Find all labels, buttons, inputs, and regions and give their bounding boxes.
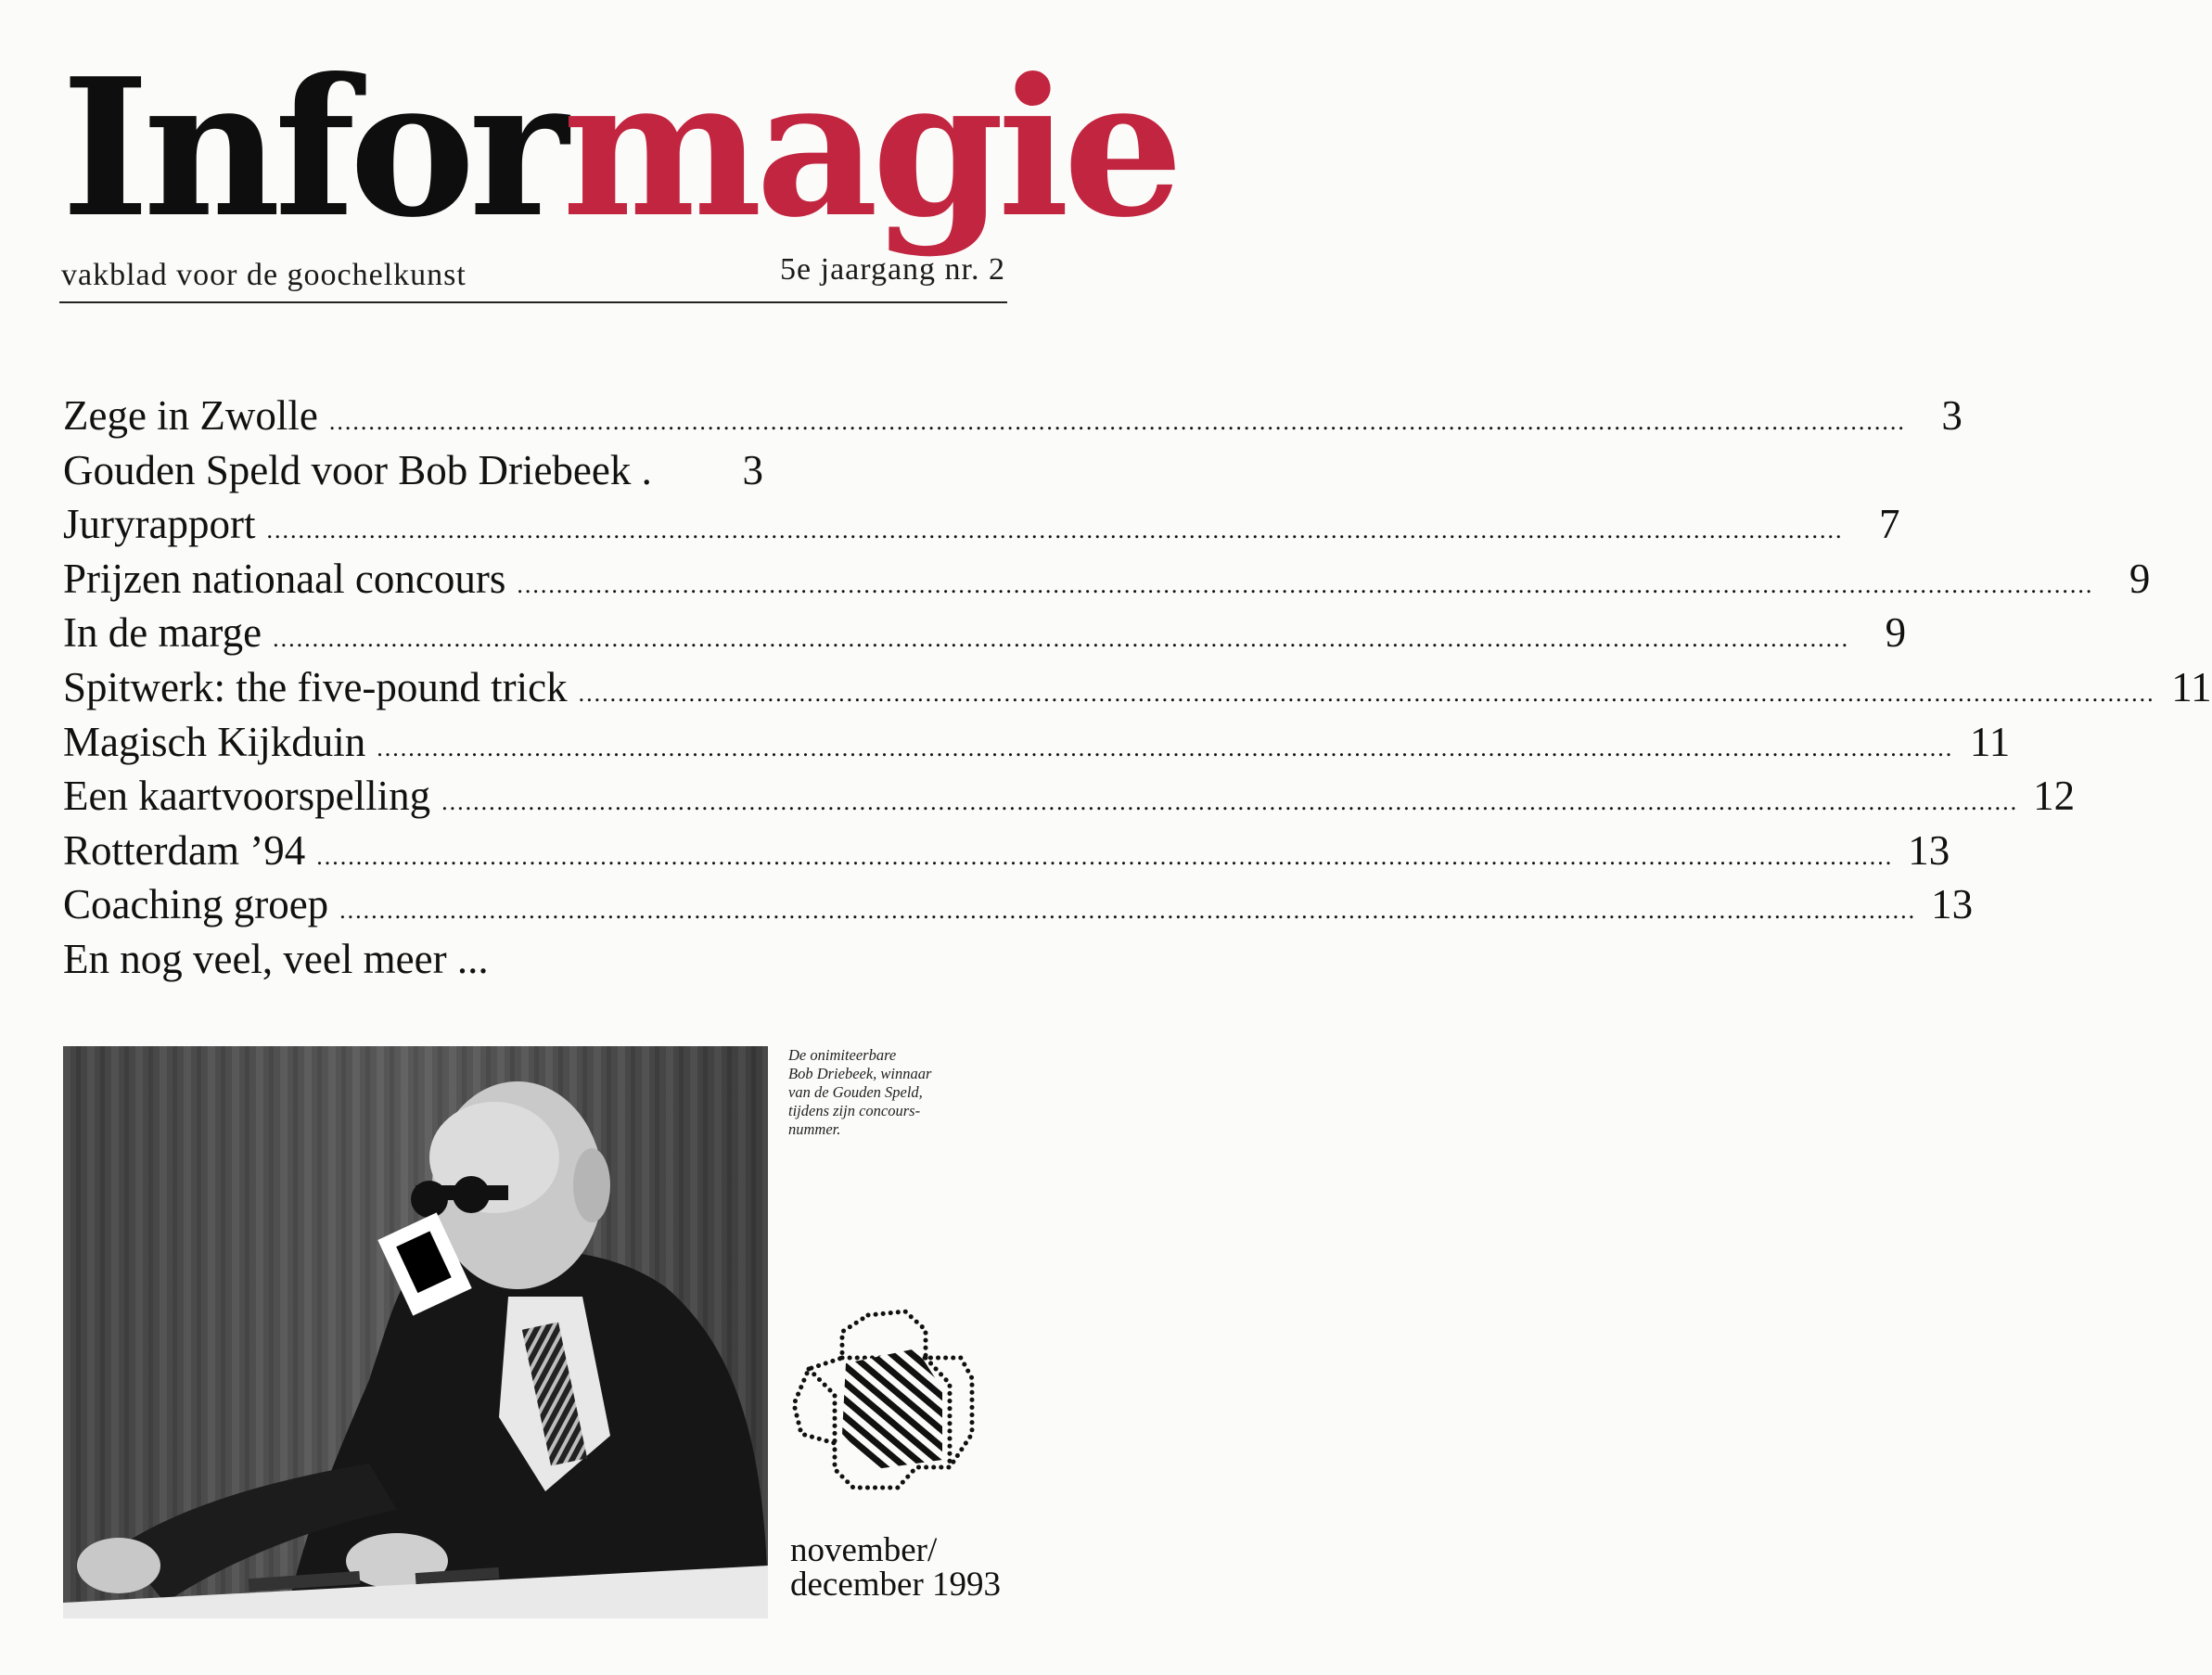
- toc-leader-dots: ........................................................................................................................................................................................................: [377, 734, 1954, 761]
- dotted-logo-icon: [786, 1304, 981, 1499]
- toc-item-title: Zege in Zwolle: [63, 392, 318, 439]
- toc-item: [63, 935, 763, 990]
- issue-number: 5e jaargang nr. 2: [780, 252, 1005, 287]
- table-of-contents: [63, 391, 2212, 990]
- toc-item-page: 11: [2171, 663, 2212, 710]
- toc-item-page: 9: [1885, 609, 1907, 657]
- photo-caption: [788, 1046, 978, 1139]
- toc-leader-dots: ........................................................................................................................................................................................................: [328, 408, 1906, 435]
- toc-item: [63, 772, 2076, 826]
- cover-photo: [63, 1046, 768, 1618]
- masthead-title-red: magie: [562, 37, 1178, 260]
- toc-item: [63, 391, 1963, 446]
- toc-item-page: 11: [1969, 718, 2011, 765]
- masthead-title: [61, 37, 1178, 260]
- toc-item: [63, 500, 1900, 555]
- toc-item: [63, 718, 2011, 773]
- issue-date-line1: november/: [790, 1531, 938, 1569]
- toc-item: [63, 880, 1974, 935]
- toc-item-page: 9: [2129, 555, 2151, 602]
- toc-item-title: En nog veel, veel meer ...: [63, 935, 489, 982]
- toc-item-page: 12: [2033, 773, 2076, 820]
- toc-item-title: Rotterdam ’94: [63, 826, 306, 874]
- issue-date: [790, 1533, 1001, 1602]
- toc-item: [63, 826, 1950, 881]
- magazine-logo: [786, 1304, 981, 1499]
- toc-leader-dots: ........................................................................................................................................................................................................: [273, 625, 1850, 653]
- toc-item: [63, 555, 2151, 609]
- toc-leader-dots: ........................................................................................................................................................................................................: [266, 517, 1844, 544]
- caption-line: nummer.: [788, 1120, 841, 1138]
- toc-item-page: 13: [1908, 826, 1950, 874]
- toc-leader-dots: ........................................................................................................................................................................................................: [517, 570, 2094, 598]
- toc-item-title: Een kaartvoorspelling: [63, 773, 431, 820]
- toc-item-title: In de marge: [63, 609, 262, 657]
- tagline: vakblad voor de goochelkunst: [61, 258, 467, 292]
- toc-leader-dots: ........................................................................................................................................................................................................: [441, 788, 2019, 816]
- toc-item-title: Magisch Kijkduin: [63, 718, 366, 765]
- toc-item-title: Gouden Speld voor Bob Driebeek .: [63, 446, 652, 493]
- toc-leader-dots: ........................................................................................................................................................................................................: [578, 679, 2155, 707]
- toc-item-page: 3: [1941, 392, 1963, 439]
- caption-line: Bob Driebeek, winnaar: [788, 1065, 932, 1082]
- caption-line: De onimiteerbare: [788, 1046, 897, 1064]
- toc-item-page: 3: [742, 446, 763, 493]
- performer-photo-illustration: [63, 1046, 768, 1618]
- toc-item-title: Juryrapport: [63, 501, 256, 548]
- toc-item-title: Prijzen nationaal concours: [63, 555, 506, 602]
- toc-leader-dots: ........................................................................................................................................................................................................: [339, 897, 1917, 925]
- toc-item-page: 7: [1878, 501, 1900, 548]
- masthead-title-black: Infor: [61, 37, 563, 260]
- toc-item: [63, 663, 2212, 718]
- caption-line: tijdens zijn concours-: [788, 1102, 921, 1119]
- toc-item-page: 13: [1931, 881, 1974, 928]
- toc-leader-dots: ........................................................................................................................................................................................................: [316, 842, 1894, 870]
- toc-item-title: Coaching groep: [63, 881, 329, 928]
- toc-item: [63, 608, 1907, 663]
- issue-date-line2: december 1993: [790, 1566, 1002, 1604]
- caption-line: van de Gouden Speld,: [788, 1083, 923, 1101]
- toc-item-title: Spitwerk: the five-pound trick: [63, 663, 568, 710]
- header-rule: [59, 301, 1007, 303]
- toc-item: [63, 446, 763, 501]
